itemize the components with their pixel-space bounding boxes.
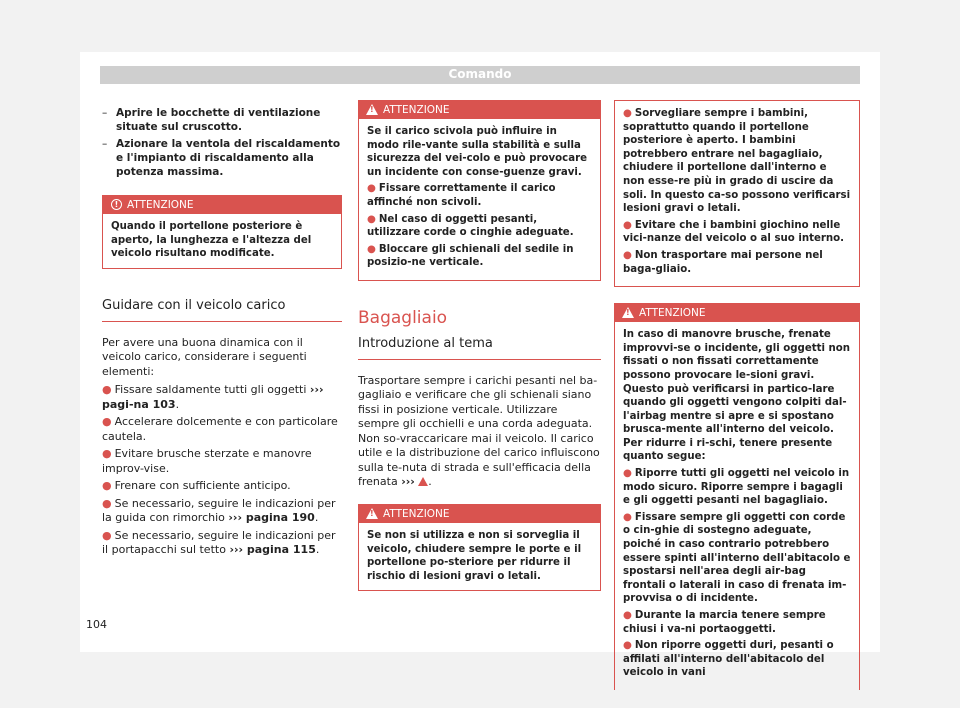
column-3	[614, 100, 860, 690]
list-item-text: Accelerare dolcemente e con particolare cautela.	[102, 415, 338, 443]
warning-title: ATTENZIONE	[639, 307, 706, 320]
body-text	[102, 336, 342, 558]
list-item-text: Non riporre oggetti duri, pesanti o affilati all'interno dell'abitacolo del veicolo in vani	[623, 640, 834, 679]
list-item	[623, 249, 851, 276]
bullet-icon: ●	[367, 183, 376, 195]
list-item-text: Bloccare gli schienali del sedile in posizio-ne verticale.	[367, 243, 574, 269]
list-item	[102, 415, 342, 444]
list-item-text: Se necessario, seguire le indicazioni per il portapacchi sul tetto	[102, 528, 336, 557]
bullet-icon: ●	[102, 496, 112, 510]
warning-title: ATTENZIONE	[383, 104, 450, 116]
body-text	[358, 374, 601, 490]
header-title: Comando	[448, 67, 512, 81]
list-item-text: Frenare con sufficiente anticipo.	[114, 479, 291, 493]
list-item	[623, 107, 851, 216]
warning-intro: Se il carico scivola può influire in modo rile-vante sulla stabilità e sulla sicurezza del vei-colo e può provocare un incidente con conse-guenze gravi.	[367, 126, 587, 178]
warning-box	[358, 100, 601, 281]
list-item-text: Nel caso di oggetti pesanti, utilizzare corde o cinghie adeguate.	[367, 213, 574, 239]
warning-box	[358, 504, 601, 591]
bullet-icon: ●	[623, 219, 632, 231]
list-item-text: Durante la marcia tenere sempre chiusi i va-ni portaoggetti.	[623, 610, 826, 635]
warning-body	[615, 101, 859, 286]
list-item	[102, 447, 342, 476]
bullet-icon: ●	[623, 640, 632, 652]
warning-header	[359, 101, 600, 119]
warning-intro: In caso di manovre brusche, frenate improvvi-se o incidente, gli oggetti non fissati o non fissati correttamente possono provocare le-sioni gravi. Questo può verificarsi in partico-lare quando gli oggetti vengono colpiti dal-l'airbag mentre si apre e si spostano brusca-mente all'interno del veicolo. Per ridurre i ri-schi, tenere presente quanto segue:	[623, 329, 851, 463]
reference-link[interactable]: ›››	[401, 475, 415, 489]
list-item-text: Riporre tutti gli oggetti nel veicolo in modo sicuro. Riporre sempre i bagagli e gli oggetti pesanti nel bagagliaio.	[623, 468, 850, 507]
warning-body	[359, 119, 600, 280]
bullet-icon: ●	[623, 511, 632, 523]
section-title: Guidare con il veicolo carico	[102, 299, 342, 322]
bullet-icon: ●	[102, 415, 112, 429]
list-item	[102, 479, 342, 494]
list-item	[102, 529, 342, 558]
bullet-icon: ●	[623, 108, 632, 119]
dash-item: – Aprire le bocchette di ventilazione situate sul cruscotto.	[102, 106, 342, 134]
warning-box	[614, 100, 860, 287]
list-item-text: Evitare che i bambini giochino nelle vici-nanze del veicolo o al suo interno.	[623, 219, 845, 245]
paragraph: Trasportare sempre i carichi pesanti nel ba-gagliaio e verificare che gli schienali siano fissi in posizione verticale. Utilizzare sempre gli occhielli e una corda adeguata. Non so-vraccaricare mai il veicolo. Il carico utile e la distribuzione del carico influiscono sulla te-nuta di strada e sull'efficacia della frenata ››› .	[358, 373, 600, 489]
list-item	[102, 497, 342, 526]
list-item	[623, 639, 851, 680]
list-item-text: Non trasportare mai persone nel baga-gliaio.	[623, 249, 823, 275]
bullet-icon: ●	[367, 243, 376, 255]
warning-triangle-icon[interactable]	[418, 477, 428, 486]
bullet-icon: ●	[367, 213, 376, 225]
list-item-text: Evitare brusche sterzate e manovre improv-vise.	[102, 447, 312, 475]
column-1	[102, 106, 342, 561]
list-item	[623, 511, 851, 606]
warning-title: ATTENZIONE	[127, 199, 194, 211]
list-item-end: .	[175, 397, 180, 411]
header-bar	[100, 66, 860, 84]
page-reference-link[interactable]: ››› pagina 115	[229, 543, 316, 557]
bullet-icon: ●	[623, 610, 632, 621]
warning-triangle-icon: !	[366, 508, 378, 519]
page-reference-link[interactable]: ››› pagina 190	[228, 511, 315, 525]
warning-body	[615, 322, 859, 690]
list-item	[367, 213, 592, 240]
info-icon: !	[111, 199, 122, 210]
paragraph-text: Trasportare sempre i carichi pesanti nel ba-gagliaio e verificare che gli schienali siano fissi in posizione verticale. Utilizzare sempre gli occhielli e una corda adeguata. Non so-vraccaricare mai il veicolo. Il carico utile e la distribuzione del carico influiscono sulla te-nuta di strada e sull'efficacia della frenata	[358, 373, 600, 489]
page-reference-link[interactable]: ››› pagi-na 103	[102, 383, 324, 411]
section-title: Introduzione al tema	[358, 337, 601, 360]
bullet-icon: ●	[623, 468, 632, 480]
warning-box	[102, 195, 342, 269]
list-item-text: Fissare sempre gli oggetti con corde o cin-ghie di sostegno adeguate, poiché in caso contrario potrebbero essere spinti all'interno dell'abitacolo e spostarsi nell'area degli air-bag frontali o laterali in caso di frenata im-provvisa o di incidente.	[623, 511, 851, 605]
list-item	[623, 609, 851, 636]
page-number: 104	[86, 618, 107, 631]
list-item-text: Fissare saldamente tutti gli oggetti	[114, 383, 307, 397]
list-item	[367, 243, 592, 270]
warning-triangle-icon: !	[366, 104, 378, 115]
intro-paragraph: Per avere una buona dinamica con il veicolo carico, considerare i seguenti elementi:	[102, 335, 307, 378]
list-item	[623, 219, 851, 246]
list-item-end: .	[314, 511, 319, 525]
dash-item: – Azionare la ventola del riscaldamento e l'impianto di riscaldamento alla potenza massima.	[102, 137, 342, 179]
list-item	[102, 383, 342, 412]
list-item	[623, 467, 851, 508]
warning-title: ATTENZIONE	[383, 507, 450, 520]
column-2	[358, 100, 601, 591]
bullet-icon: ●	[102, 528, 112, 542]
warning-triangle-icon: !	[622, 307, 634, 318]
bullet-icon: ●	[102, 479, 112, 493]
warning-header	[103, 196, 341, 214]
warning-body: Quando il portellone posteriore è aperto, la lunghezza e l'altezza del veicolo risultano modificate.	[111, 221, 312, 260]
warning-header	[615, 304, 859, 322]
warning-header	[359, 505, 600, 523]
list-item-text: Fissare correttamente il carico affinché non scivoli.	[367, 183, 556, 208]
bullet-icon: ●	[623, 249, 632, 261]
warning-box	[614, 303, 860, 690]
chapter-title: Bagagliaio	[358, 307, 448, 328]
list-item-text: Sorvegliare sempre i bambini, soprattutto quando il portellone posteriore è aperto. I bambini potrebbero entrare nel bagagliaio, chiudere il portellone dall'interno e non esse-re più in grado di uscire da soli. In questo ca-so possono verificarsi lesioni gravi o letali.	[623, 108, 851, 215]
bullet-icon: ●	[102, 447, 112, 461]
list-item-end: .	[315, 543, 320, 557]
list-item	[367, 182, 592, 209]
bullet-icon: ●	[102, 383, 112, 397]
warning-body: Se non si utilizza e non si sorveglia il veicolo, chiudere sempre le porte e il portellone po-steriore per ridurre il rischio di lesioni gravi o letali.	[367, 529, 582, 582]
list-item-text: Se necessario, seguire le indicazioni per la guida con rimorchio	[102, 496, 336, 525]
